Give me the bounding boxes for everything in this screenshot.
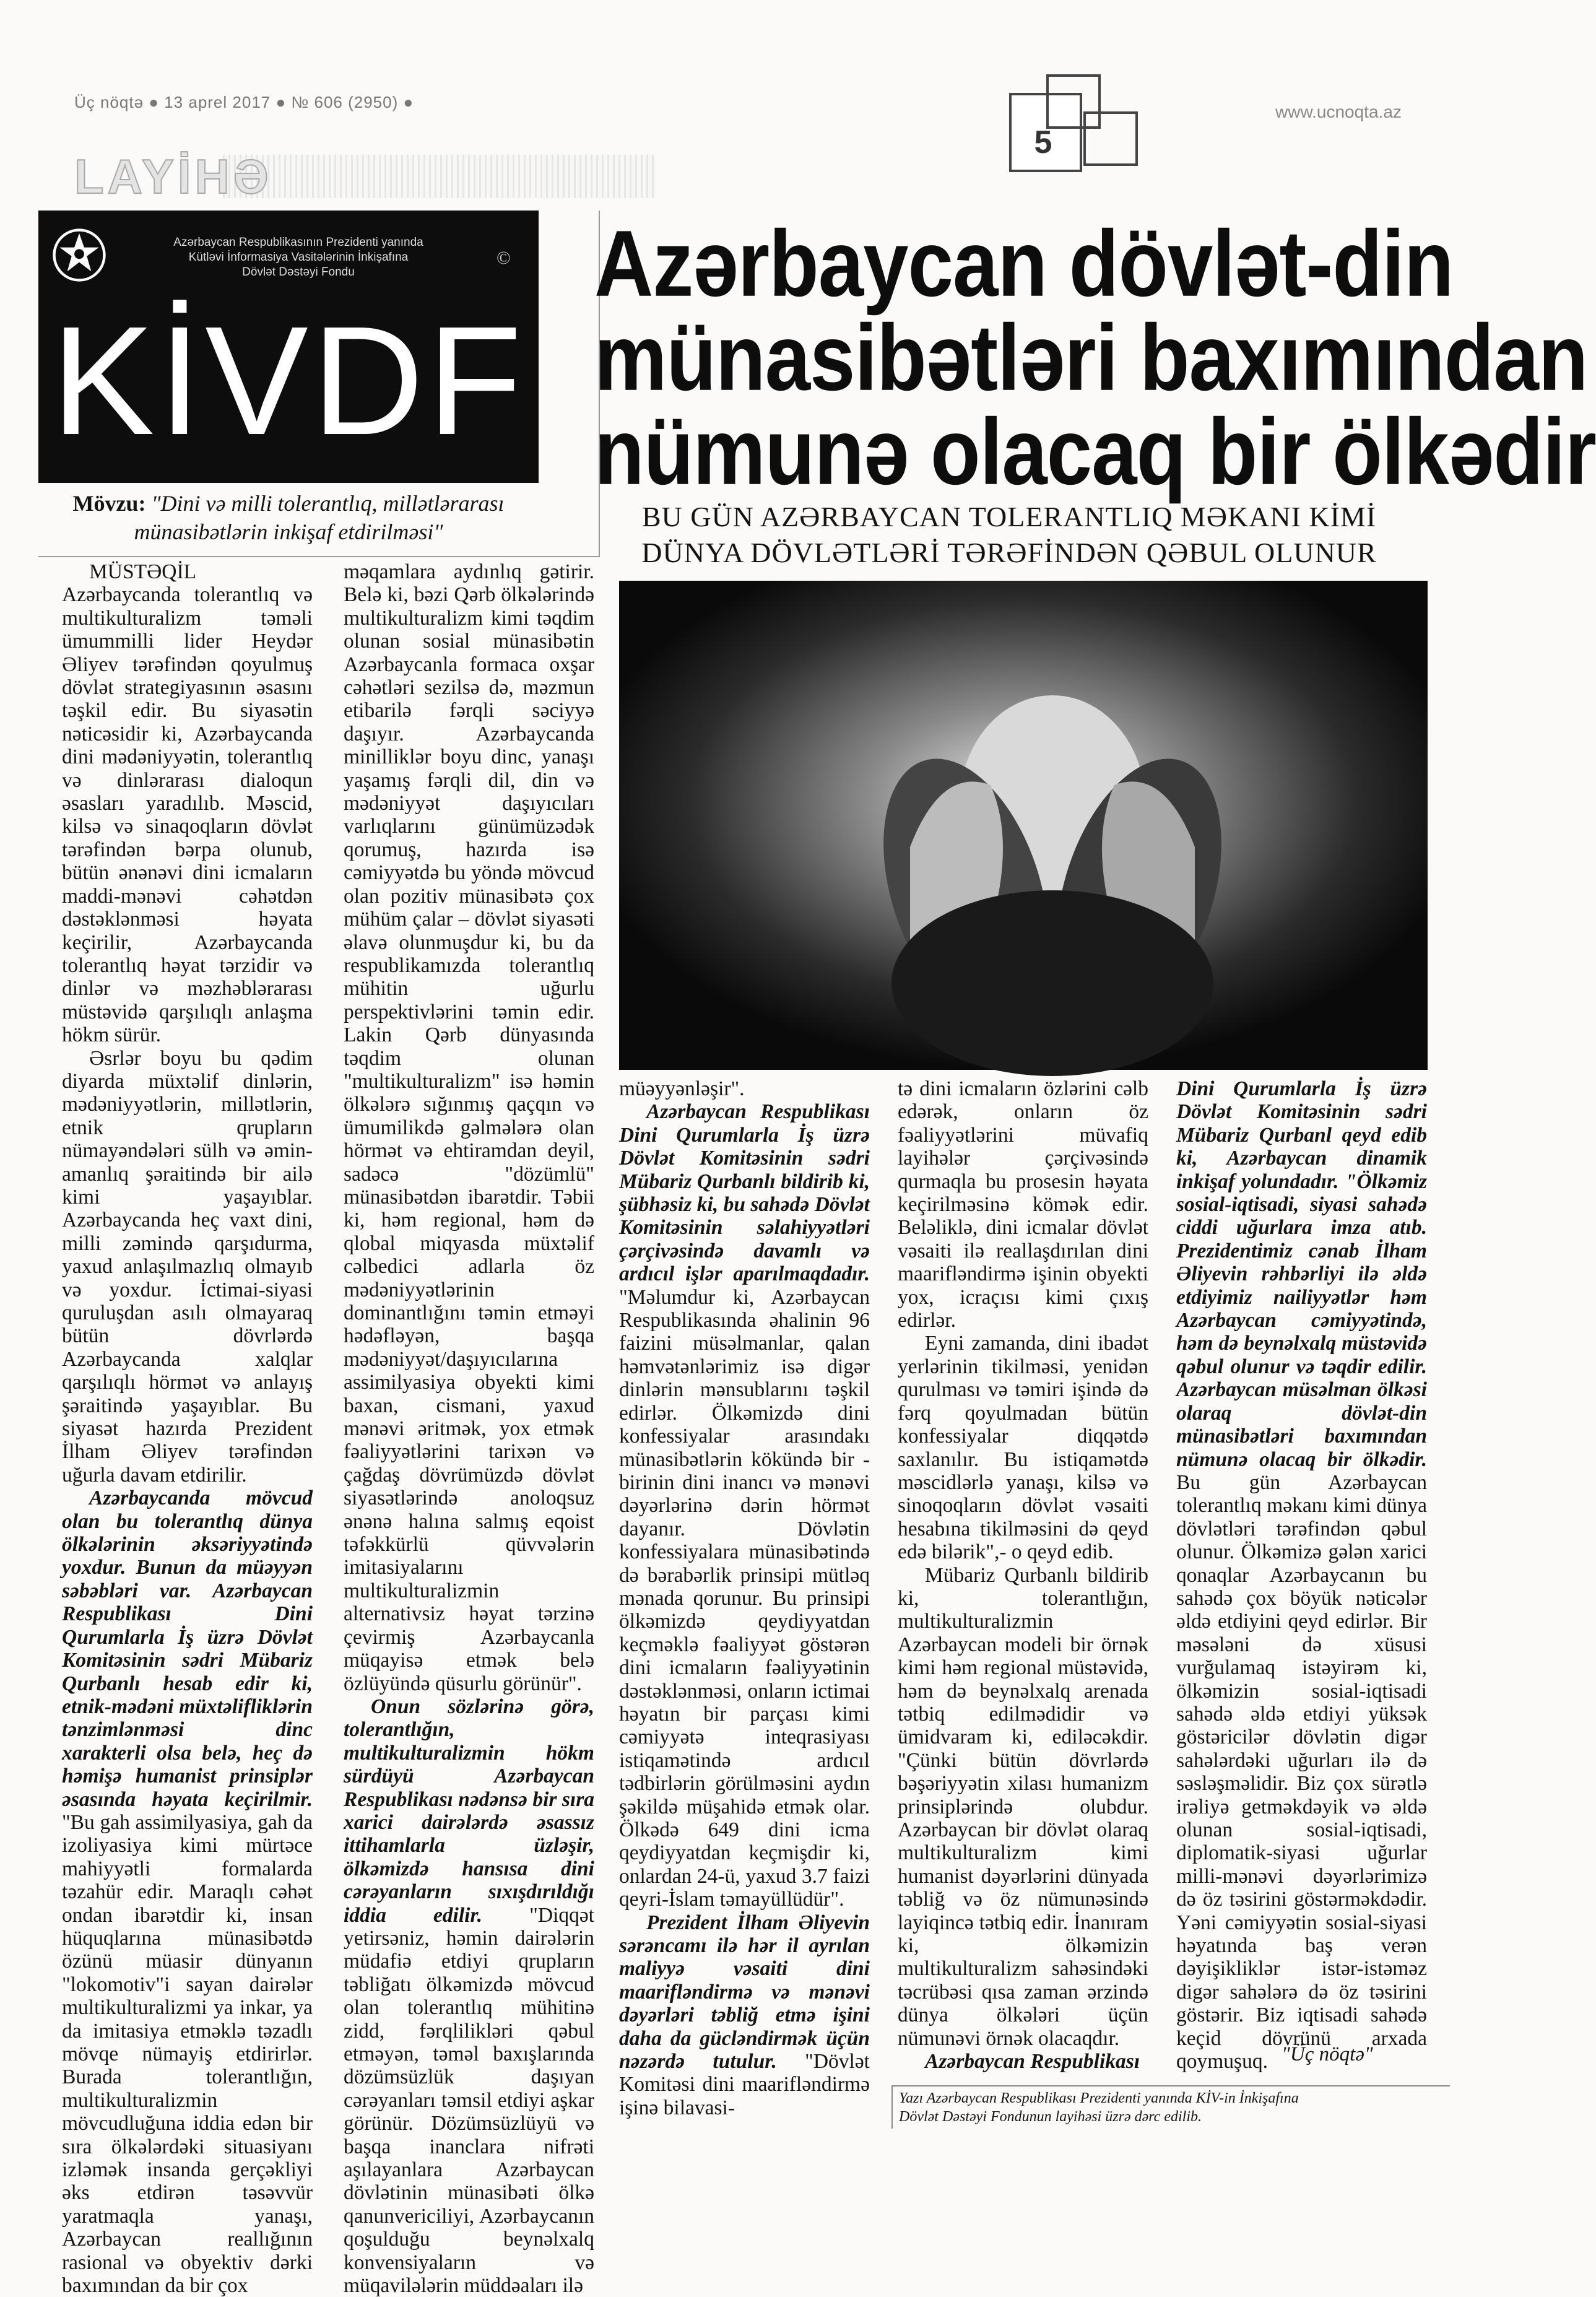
paragraph <box>898 2050 1148 2073</box>
article-signature: "Üç nöqtə" <box>1282 2043 1373 2065</box>
paragraph-emphasis: Azərbaycan Respublikası Dini Qurumlarla İş üzrə Dövlət Komitəsinin sədri Mübariz Qurbanlı bildirib ki, şübhəsiz ki, bu sahədə Dövlət Komitəsinin səlahiyyətləri çərçivəsində davamlı və ardıcıl işlər aparılmaqdadır. <box>619 1100 870 1286</box>
kivdf-org-line: Kütləvi İnformasiya Vasitələrinin İnkişafına <box>188 251 409 264</box>
paragraph-text: Əsrlər boyu bu qədim diyarda müxtəlif dinlərin, mədəniyyətlərin, millətlərin, etnik qrupların nümayəndələri sülh və əmin-amanlıq şəraitində bir ailə kimi yaşayıblar. Azərbaycanda heç vaxt dini, milli zəmində qarşıdurma, yaxud anlaşılmazlıq olmayıb və yoxdur. İctimai-siyasi quruluşdan asılı olmayaraq bütün dövrlərdə Azərbaycanda xalqlar qarşılıqlı hörmət və anlayış şəraitində yaşayıblar. Bu siyasət hazırda Prezident İlham Əliyev tərəfindən uğurla davam etdirilir. <box>62 1046 313 1487</box>
footer-note <box>891 2085 1450 2129</box>
paragraph-text: Mübariz Qurbanlı bildirib ki, tolerantlığın, multikulturalizmin Azərbaycan modeli bir örnək kimi həm regional müstəvidə, həm də beynəlxalq arenada tətbiq edilmədidir və ümidvaram ki, ediləcəkdir. "Çünki bütün dövrlərdə bəşəriyyətin xilası humanizm prinsiplərində olubdur. Azərbaycan bir dövlət olaraq multikulturalizm kimi humanist dəyərlərini dünyada təbliğ və öz nümunəsində layiqincə tətbiq edir. İnanıram ki, ölkəmizin multikulturalizm sahəsindəki təcrübəsi qısa zaman ərzində dünya ölkələri üçün nümunəvi örnək olacaqdır. <box>898 1563 1148 2050</box>
paragraph <box>62 1487 313 2297</box>
kivdf-org-line: Azərbaycan Respublikasının Prezidenti yanında <box>173 236 423 249</box>
paragraph-emphasis: Prezident İlham Əliyevin sərəncamı ilə hər il ayrılan maliyyə vəsaiti dini maarifləndirmə və mənəvi dəyərləri təbliğ etmə işini daha da gücləndirmək üçün nəzərdə tutulur. <box>619 1911 870 2073</box>
paragraph <box>898 1077 1148 1332</box>
subheadline-line: DÜNYA DÖVLƏTLƏRİ TƏRƏFİNDƏN QƏBUL OLUNUR <box>641 537 1377 568</box>
kivdf-emblem-icon <box>52 228 106 282</box>
headline-line: Azərbaycan dövlət-din <box>594 211 1454 316</box>
paragraph <box>344 1695 594 2297</box>
paragraph <box>898 1332 1148 1563</box>
paragraph-text: "Diqqət yetirsəniz, həmin dairələrin müdafiə etdiyi qrupların təbliğatı ölkəmizdə mövcud olan tolerantlıq mühitinə zidd, fərqlilikləri qəbul etməyən, təməl baxışlarında dözümsüzlük daşıyan cərəyanları təmsil etdiyi aşkar görünür. Dözümsüzlüyü və başqa inanclara nifrəti aşılayanlara Azərbaycan dövlətinin münasibəti ölkə qanunvericiliyi, Azərbaycanın qoşulduğu beynəlxalq konvensiyaların və müqavilələrin müddəaları ilə <box>344 1903 594 2297</box>
kivdf-banner <box>38 211 539 483</box>
paragraph-text: MÜSTƏQİL Azərbaycanda tolerantlıq və multikulturalizm təməli ümummilli lider Heydər Əliyev tərəfindən qoyulmuş dövlət strategiyasının əsasını təşkil edir. Bu siyasətin nəticəsidir ki, Azərbaycanda dini mədəniyyətin, tolerantlıq və dinlərarası dialoqun əsasları yaradılıb. Məscid, kilsə və sinaqoqların dövlət tərəfindən bərpa olunub, bütün ənənəvi dini icmaların maddi-mənəvi cəhətdən dəstəklənməsi həyata keçirilir, Azərbaycanda tolerantlıq həyat tərzidir və dinlər və məzhəblərarası müstəvidə qarşılıqlı anlaşma hökm sürür. <box>62 560 313 1047</box>
paragraph-emphasis: Azərbaycanda mövcud olan bu tolerantlıq dünya ölkələrinin əksəriyyətində yoxdur. Bunun da müəyyən səbəbləri var. Azərbaycan Respublikası Dini Qurumlarla İş üzrə Dövlət Komitəsinin sədri Mübariz Qurbanlı hesab edir ki, etnik-mədəni müxtəlifliklərin tənzimlənməsi dinc xarakterli olsa belə, heç də həmişə humanist prinsiplər əsasında həyata keçirilmir. <box>62 1487 313 1811</box>
topic-label: Mövzu: <box>72 491 146 516</box>
subheadline <box>594 499 1424 571</box>
paragraph <box>619 1100 870 1911</box>
headline <box>594 211 1596 504</box>
kivdf-organization-name <box>125 235 472 280</box>
article-column-4 <box>898 1077 1148 2073</box>
footer-note-line: Yazı Azərbaycan Respublikası Prezidenti yanında KİV-in İnkişafına <box>899 2090 1299 2106</box>
kivdf-org-line: Dövlət Dəstəyi Fondu <box>242 266 355 279</box>
paragraph <box>1176 1077 1427 2073</box>
project-topic <box>38 489 539 546</box>
paragraph-text: Eyni zamanda, dini ibadət yerlərinin tikilməsi, yenidən qurulması və təmiri işində də fərq qoyulmadan bütün konfessiyalar diqqətdə saxlanılır. Bu istiqamətdə məscidlərlə yanaşı, kilsə və sinoqoqların dövlət vəsaiti hesabına tikilməsini də qeyd edə bilərik",- o qeyd edib. <box>898 1332 1148 1564</box>
paragraph-text: tə dini icmaların özlərini cəlb edərək, onların öz fəaliyyətlərini müvafiq layihələr çərçivəsində qurmaqla bu prosesin həyata keçirilməsinə kömək edir. Beləliklə, dini icmalar dövlət vəsaiti ilə reallaşdırılan dini maarifləndirmə işinin obyekti yox, icraçısı kimi çıxış edirlər. <box>898 1077 1148 1332</box>
paragraph-text: "Dövlət Komitəsi dini maarifləndirmə işinə bilavasi- <box>619 2050 870 2119</box>
paragraph-emphasis: Onun sözlərinə görə, tolerantlığın, multikulturalizmin hökm sürdüyü Azərbaycan Respublikası nədənsə bir sıra xarici dairələrdə əsassız ittihamlarla üzləşir, ölkəmizdə hansısa dini cərəyanların sıxışdırıldığı iddia edilir. <box>344 1695 594 1927</box>
paragraph-text: məqamlara aydınlıq gətirir. Belə ki, bəzi Qərb ölkələrində multikulturalizm kimi təqdim olunan sosial münasibətin Azərbaycanla formaca oxşar cəhətləri sezilsə də, məzmun etibarilə fərqli səciyyə daşıyır. Azərbaycanda minilliklər boyu dinc, yanaşı yaşamış fərqli dil, din və mədəniyyət daşıyıcıları varlıqlarını günümüzədək qorumuş, hazırda isə cəmiyyətdə bu yöndə mövcud olan pozitiv münasibətə çox mühüm çalar – dövlət siyasəti əlavə olunmuşdur ki, bu da respublikamızda tolerantlıq mühitin uğurlu perspektivlərini təmin edir. Lakin Qərb dünyasında təqdim olunan "multikulturalizm" isə həmin ölkələrə sığınmış qaçqın və ümumilikdə gəlmələrə olan hörmət və ehtiramdan deyil, sadəcə "dözümlü" münasibətdən ibarətdir. Təbii ki, həm regional, həm də qlobal miqyasda müxtəlif cəlbedici adlarla öz mədəniyyətlərinin dominantlığını təmin etməyi hədəfləyən, başqa mədəniyyət/daşıyıcılarına assimilyasiya obyekti kimi baxan, cismani, yaxud mənəvi əritmək, yox etmək fəaliyyətlərini tarixən və çağdaş dövrümüzdə dövlət siyasətlərində anoloqsuz ənənə halına salmış eqoist təfəkkürlü qüvvələrin imitasiyalarını multikulturalizmin alternativsiz həyat tərzinə çevirmiş Azərbaycanla müqayisə etmək belə özlüyündə qüsurlu görünür". <box>344 560 594 1695</box>
headline-line: münasibətləri baxımından <box>594 305 1588 410</box>
kivdf-title: KİVDF <box>51 294 526 467</box>
paragraph-emphasis: Dini Qurumlarla İş üzrə Dövlət Komitəsinin sədri Mübariz Qurbanl qeyd edib ki, Azərbaycan dinamik inkişaf yolundadır. "Ölkəmiz sosial-iqtisadi, siyasi sahədə ciddi uğurlara imza atıb. Prezidentimiz cənab İlham Əliyevin rəhbərliyi ilə əldə etdiyimiz nailiyyətlər həm Azərbaycan cəmiyyətində, həm də beynəlxalq müstəvidə qəbul olunur və təqdir edilir. Azərbaycan müsəlman ölkəsi olaraq dövlət-din münasibətləri baxımından nümunə olacaq bir ölkədir. <box>1176 1077 1427 1471</box>
paragraph-text: "Bu gah assimilyasiya, gah da izoliyasiya kimi mürtəce mahiyyətli formalarda təzahür edir. Maraqlı cəhət ondan ibarətdir ki, insan hüquqlarına münasibətdə özünü müasir dünyanın "lokomotiv"i sayan dairələr multikulturalizmi ya inkar, ya da imitasiya etməklə təzadlı mövqe nümayiş etdirirlər. Burada tolerantlığın, multikulturalizmin mövcudluğuna iddia edən bir sıra ölkələrdəki situasiyanı izləmək insanda gerçəkliyi əks etdirən təsəvvür yaratmaqla yanaşı, Azərbaycan reallığının rasional və obyektiv dərki baxımından da bir çox <box>62 1810 313 2297</box>
page-number-box <box>1003 68 1145 173</box>
section-band <box>223 155 656 198</box>
paragraph <box>619 1911 870 2120</box>
paragraph <box>344 560 594 1695</box>
section-label: LAYİHƏ <box>74 149 272 204</box>
paragraph <box>619 1077 870 1100</box>
paragraph-emphasis: Azərbaycan Respublikası <box>925 2050 1140 2073</box>
paragraph <box>62 560 313 1047</box>
paragraph-text: müəyyənləşir". <box>619 1077 745 1100</box>
page-number: 5 <box>1034 124 1052 160</box>
subheadline-line: BU GÜN AZƏRBAYCAN TOLERANTLIQ MƏKANI KİMİ <box>641 501 1377 532</box>
paragraph <box>62 1047 313 1487</box>
article-column-1 <box>62 560 313 2297</box>
paragraph-text: Bu gün Azərbaycan tolerantlıq məkanı kimi dünya dövlətləri tərəfindən qəbul olunur. Ölkəmizə gələn xarici qonaqlar Azərbaycanın bu sahədə çox böyük nəticələr əldə etdiyini qeyd edirlər. Bir məsələni də xüsusi vurğulamaq istəyirəm ki, ölkəmizin sosial-iqtisadi sahədə əldə etdiyi yüksək göstəricilər dövlətin digər sahələrdəki uğurları ilə də səsləşməlidir. Biz çox sürətlə irəliyə getməkdəyik və əldə olunan sosial-iqtisadi, diplomatik-siyasi uğurlar milli-mənəvi dəyərlərimizə də öz təsirini göstərməkdədir. Yəni cəmiyyətin sosial-siyasi həyatında baş verən dəyişikliklər istər-istəməz digər sahələrə də öz təsirini göstərir. Biz iqtisadi sahədə keçid dövrünü arxada qoymuşuq. <box>1176 1470 1427 2073</box>
topic-text: "Dini və milli tolerantlıq, millətlərarası münasibətlərin inkişaf etdirilməsi" <box>134 491 505 544</box>
website-url[interactable]: www.ucnoqta.az <box>1275 102 1402 121</box>
copyright-mark: © <box>497 248 511 268</box>
article-column-5 <box>1176 1077 1427 2073</box>
paragraph <box>898 1564 1148 2051</box>
article-photo <box>619 581 1428 1070</box>
paragraph-text: "Məlumdur ki, Azərbaycan Respublikasında əhalinin 96 faizini müsəlmanlar, qalan həmvətənlərimiz isə digər dinlərin mənsublarını təşkil edirlər. Ölkəmizdə dini konfessiyalar arasındakı münasibətlərin kökündə bir - birinin dini inancı və mənəvi dəyərlərinə dərin hörmət dayanır. Dövlətin konfessiyalara münasibətində də bərabərlik prinsipi mütləq mənada qorunur. Bu prinsipi ölkəmizdə qeydiyyatdan keçməklə fəaliyyət göstərən dini icmaların fəaliyyətinin dəstəklənməsi, onların ictimai həyatın bir parçası kimi cəmiyyətə inteqrasiyası istiqamətində ardıcıl tədbirlərin görülməsini aydın şəkildə müşahidə etmək olar. Ölkədə 649 dini icma qeydiyyatdan keçmişdir ki, onlardan 24-ü, yaxud 3.7 faizi qeyri-İslam təmayüllüdür". <box>619 1285 870 1911</box>
praying-hands-photo <box>619 581 1428 1070</box>
footer-note-line: Dövlət Dəstəyi Fondunun layihəsi üzrə dərc edilib. <box>899 2109 1202 2125</box>
headline-line: nümunə olacaq bir ölkədir <box>594 399 1596 504</box>
article-column-2 <box>344 560 594 2297</box>
article-column-3 <box>619 1077 870 2119</box>
masthead-issue-line: Üç nöqtə ● 13 aprel 2017 ● № 606 (2950) ● <box>74 93 414 111</box>
